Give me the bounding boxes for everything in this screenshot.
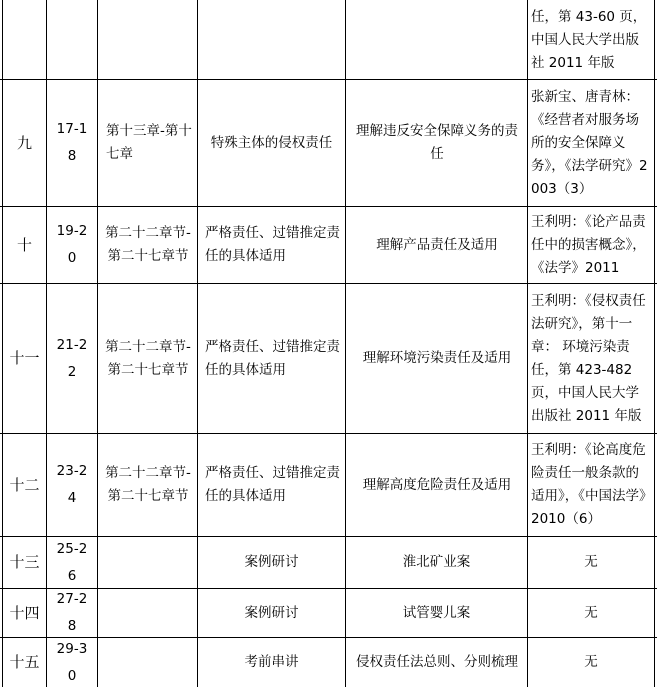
week-label: 九 <box>16 133 32 152</box>
column-divider <box>97 0 98 687</box>
chapter-text: 第二十二章节-第二十七章节 <box>105 225 191 264</box>
reading-cell <box>531 80 652 206</box>
hours-label: 17-18 <box>56 121 88 164</box>
hours-label: 21-22 <box>56 336 88 380</box>
week-cell <box>3 589 46 637</box>
goal-cell <box>350 284 524 433</box>
column-divider <box>46 0 47 687</box>
reading-text: 无 <box>584 604 598 621</box>
chapter-text: 第二十二章节-第二十七章节 <box>105 465 191 504</box>
week-cell <box>3 207 46 283</box>
reading-cell <box>531 434 652 536</box>
chapter-text: 第十三章-第十七章 <box>106 123 192 162</box>
reading-text: 张新宝、唐青林：《经营者对服务场所的安全保障义务》，《法学研究》2003（3） <box>531 88 648 197</box>
content-text: 严格责任、过错推定责任的具体适用 <box>205 465 340 504</box>
goal-text: 理解违反安全保障义务的责任 <box>356 123 518 162</box>
reading-text: 王利明：《侵权责任法研究》，第十一章： 环境污染责任，第 423-482 页，中国人民大学出版社 2011 年版 <box>531 292 646 424</box>
week-label: 十一 <box>9 349 40 367</box>
content-cell <box>198 638 345 687</box>
hours-label: 25-26 <box>56 540 88 584</box>
reading-cell <box>528 589 654 637</box>
week-label: 十 <box>16 235 32 254</box>
content-text: 严格责任、过错推定责任的具体适用 <box>205 338 340 378</box>
reading-cell <box>531 207 652 283</box>
goal-cell <box>346 537 527 588</box>
reading-text: 无 <box>584 654 598 670</box>
hours-cell <box>53 589 91 637</box>
content-cell <box>205 434 343 536</box>
hours-cell <box>53 284 91 433</box>
hours-cell <box>53 207 91 283</box>
reading-cell <box>531 284 652 433</box>
hours-cell <box>53 638 91 687</box>
chapter-cell <box>104 207 192 283</box>
week-label: 十五 <box>9 653 40 671</box>
reading-text: 无 <box>584 554 598 570</box>
hours-cell <box>53 434 91 536</box>
goal-text: 理解产品责任及适用 <box>376 236 498 253</box>
goal-text: 理解环境污染责任及适用 <box>362 350 512 366</box>
goal-text: 侵权责任法总则、分则梳理 <box>356 654 518 670</box>
week-cell <box>3 638 46 687</box>
goal-text: 试管婴儿案 <box>402 604 471 621</box>
hours-cell <box>53 80 91 206</box>
chapter-text: 第二十二章节-第二十七章节 <box>105 338 191 378</box>
content-cell <box>205 207 343 283</box>
content-cell <box>201 80 342 206</box>
goal-cell <box>352 207 522 283</box>
content-text: 案例研讨 <box>244 554 299 570</box>
week-label: 十三 <box>9 553 40 571</box>
goal-cell <box>352 80 522 206</box>
week-cell <box>3 537 46 588</box>
chapter-cell <box>106 80 194 206</box>
reading-cell <box>531 4 651 76</box>
content-cell <box>198 589 345 637</box>
week-cell <box>3 434 46 536</box>
goal-cell <box>346 589 527 637</box>
hours-label: 27-28 <box>56 591 88 634</box>
goal-text: 理解高度危险责任及适用 <box>362 476 512 493</box>
reading-text: 王利明：《论高度危险责任一般条款的适用》，《中国法学》2010（6） <box>531 442 646 527</box>
goal-cell <box>350 434 524 536</box>
hours-label: 23-24 <box>56 463 88 506</box>
column-divider <box>654 0 655 687</box>
goal-cell <box>350 638 524 687</box>
week-cell <box>3 80 46 206</box>
reading-cell <box>528 537 654 588</box>
content-text: 严格责任、过错推定责任的具体适用 <box>205 225 340 264</box>
hours-label: 19-20 <box>56 223 88 266</box>
reading-cell <box>528 638 654 687</box>
reading-text: 王利明：《论产品责任中的损害概念》，《法学》2011 <box>531 213 646 276</box>
week-label: 十四 <box>9 603 40 622</box>
hours-label: 29-30 <box>56 640 88 684</box>
chapter-cell <box>104 434 192 536</box>
week-label: 十二 <box>9 475 40 494</box>
goal-text: 淮北矿业案 <box>402 554 471 570</box>
content-text: 案例研讨 <box>244 604 299 621</box>
content-cell <box>205 284 343 433</box>
week-cell <box>3 284 46 433</box>
content-text: 特殊主体的侵权责任 <box>210 134 333 151</box>
hours-cell <box>53 537 91 588</box>
content-text: 考前串讲 <box>244 654 299 670</box>
chapter-cell <box>104 284 192 433</box>
reading-text: 任，第 43-60 页，中国人民大学出版社 2011 年版 <box>531 8 647 71</box>
content-cell <box>198 537 345 588</box>
